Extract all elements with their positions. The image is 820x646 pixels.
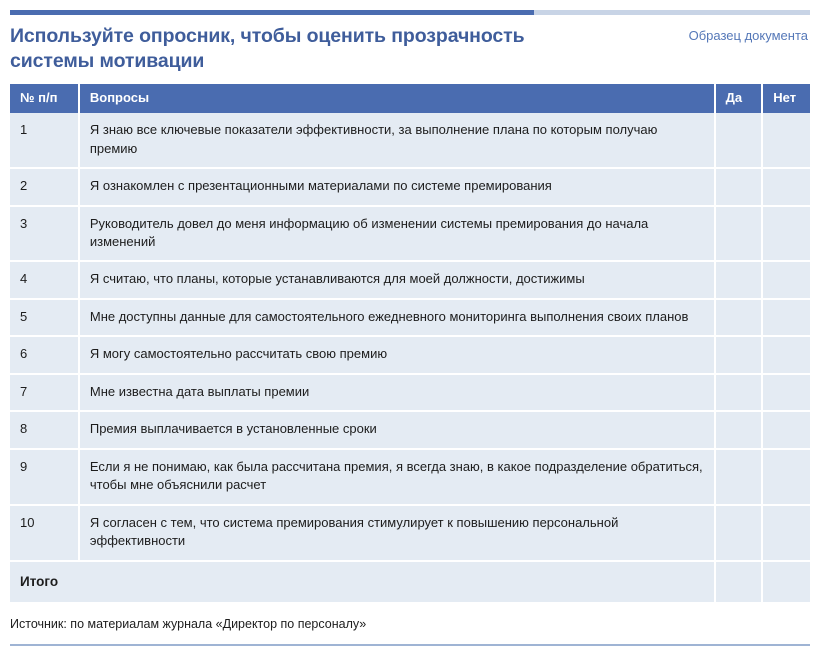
question-text: Если я не понимаю, как была рассчитана премия, я всегда знаю, в какое подразделение обратиться, чтобы мне объяснили расчет (79, 449, 715, 505)
top-rule-accent (10, 10, 534, 15)
top-rule (10, 10, 810, 15)
answer-cell-yes[interactable] (715, 168, 763, 205)
answer-cell-no[interactable] (762, 206, 810, 262)
document-sample-label: Образец документа (688, 28, 808, 43)
row-number: 6 (10, 336, 79, 373)
answer-cell-no[interactable] (762, 505, 810, 561)
answer-cell-no[interactable] (762, 411, 810, 448)
table-header (10, 84, 810, 113)
table-row (10, 449, 810, 505)
answer-cell-no[interactable] (762, 299, 810, 336)
answer-cell-no[interactable] (762, 261, 810, 298)
table-total-row (10, 561, 810, 602)
row-number: 5 (10, 299, 79, 336)
total-label: Итого (10, 561, 715, 602)
table-row (10, 336, 810, 373)
row-number: 4 (10, 261, 79, 298)
table-row (10, 168, 810, 205)
answer-cell-yes[interactable] (715, 113, 763, 168)
answer-cell-no[interactable] (762, 449, 810, 505)
table-row (10, 374, 810, 411)
question-text: Я знаю все ключевые показатели эффективности, за выполнение плана по которым получаю премию (79, 113, 715, 168)
answer-cell-yes[interactable] (715, 449, 763, 505)
table-body (10, 113, 810, 602)
row-number: 1 (10, 113, 79, 168)
row-number: 2 (10, 168, 79, 205)
row-number: 9 (10, 449, 79, 505)
question-text: Я согласен с тем, что система премирования стимулирует к повышению персональной эффективности (79, 505, 715, 561)
table-row (10, 206, 810, 262)
document-footer (10, 602, 810, 646)
question-text: Я считаю, что планы, которые устанавливаются для моей должности, достижимы (79, 261, 715, 298)
question-text: Руководитель довел до меня информацию об изменении системы премирования до начала изменений (79, 206, 715, 262)
column-header-no: Нет (762, 84, 810, 113)
question-text: Мне известна дата выплаты премии (79, 374, 715, 411)
answer-cell-yes[interactable] (715, 374, 763, 411)
row-number: 7 (10, 374, 79, 411)
page-title: Используйте опросник, чтобы оценить прозрачность системы мотивации (10, 25, 525, 72)
question-text: Премия выплачивается в установленные сроки (79, 411, 715, 448)
table-row (10, 411, 810, 448)
answer-cell-no[interactable] (762, 113, 810, 168)
answer-cell-yes[interactable] (715, 261, 763, 298)
column-header-yes: Да (715, 84, 763, 113)
row-number: 10 (10, 505, 79, 561)
row-number: 8 (10, 411, 79, 448)
total-cell-no[interactable] (762, 561, 810, 602)
column-header-number: № п/п (10, 84, 79, 113)
question-text: Я могу самостоятельно рассчитать свою премию (79, 336, 715, 373)
table-row (10, 113, 810, 168)
table-row (10, 261, 810, 298)
answer-cell-no[interactable] (762, 168, 810, 205)
answer-cell-yes[interactable] (715, 505, 763, 561)
table-row (10, 505, 810, 561)
question-text: Мне доступны данные для самостоятельного ежедневного мониторинга выполнения своих планов (79, 299, 715, 336)
document-page (0, 10, 820, 636)
answer-cell-yes[interactable] (715, 411, 763, 448)
answer-cell-yes[interactable] (715, 206, 763, 262)
table-row (10, 299, 810, 336)
question-text: Я ознакомлен с презентационными материалами по системе премирования (79, 168, 715, 205)
table-header-row (10, 84, 810, 113)
questionnaire-table (10, 84, 810, 602)
answer-cell-no[interactable] (762, 336, 810, 373)
column-header-question: Вопросы (79, 84, 715, 113)
total-cell-yes[interactable] (715, 561, 763, 602)
document-header (10, 15, 810, 84)
row-number: 3 (10, 206, 79, 262)
answer-cell-yes[interactable] (715, 299, 763, 336)
answer-cell-no[interactable] (762, 374, 810, 411)
source-note: Источник: по материалам журнала «Директор по персоналу» (10, 616, 367, 631)
answer-cell-yes[interactable] (715, 336, 763, 373)
